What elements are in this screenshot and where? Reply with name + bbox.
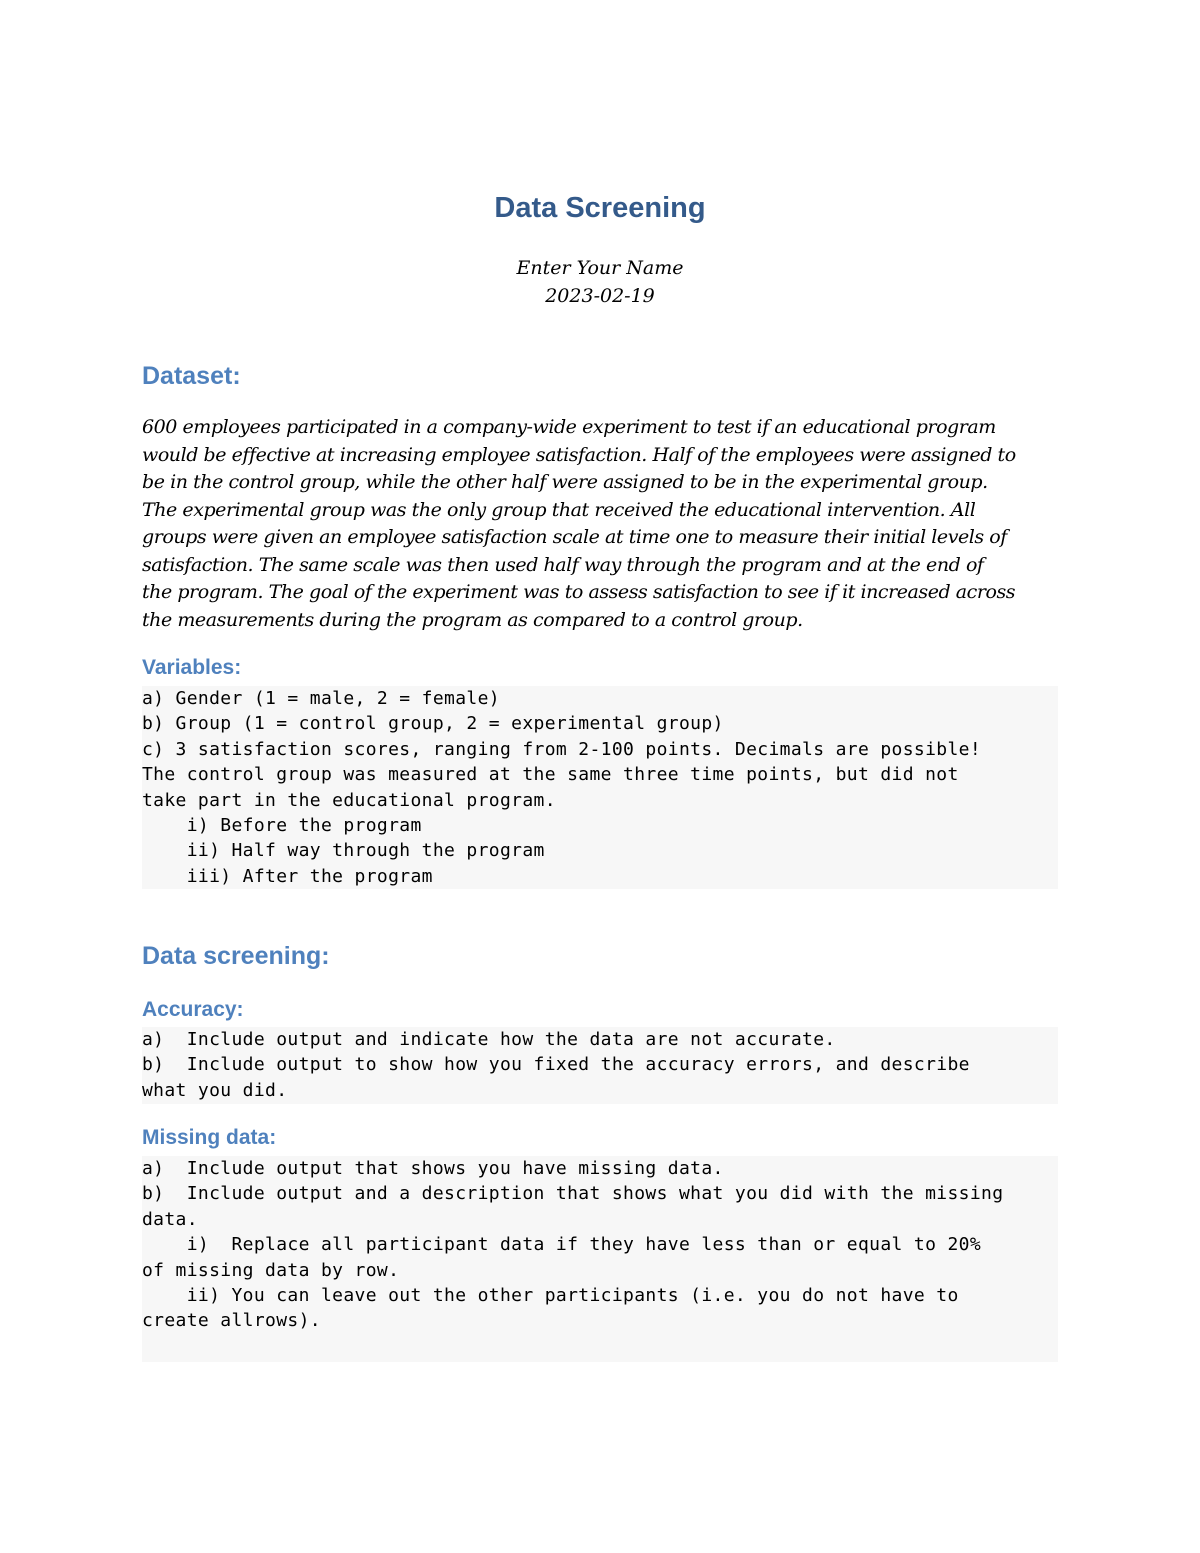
dataset-line: satisfaction. The same scale was then used half way through the program and at the end of bbox=[142, 553, 984, 576]
code-line: The control group was measured at the same three time points, but did not bbox=[142, 764, 959, 786]
dataset-line: The experimental group was the only group that received the educational intervention. All bbox=[142, 498, 976, 521]
code-line: take part in the educational program. bbox=[142, 789, 556, 811]
missing-data-code-block bbox=[142, 1156, 1058, 1362]
dataset-heading: Dataset: bbox=[142, 362, 241, 390]
code-line: i) Before the program bbox=[142, 814, 422, 836]
dataset-line: groups were given an employee satisfaction scale at time one to measure their initial levels of bbox=[142, 526, 1007, 548]
missing-data-heading: Missing data: bbox=[142, 1126, 277, 1149]
dataset-line: the program. The goal of the experiment was to assess satisfaction to see if it increased across bbox=[142, 581, 1016, 603]
accuracy-heading: Accuracy: bbox=[142, 998, 244, 1021]
code-line: b) Include output and a description that shows what you did with the missing bbox=[142, 1183, 1004, 1205]
code-line: a) Gender (1 = male, 2 = female) bbox=[142, 688, 500, 709]
author-name: Enter Your Name bbox=[516, 257, 684, 279]
accuracy-code-block bbox=[142, 1027, 1058, 1104]
code-line: create allrows). bbox=[142, 1310, 321, 1332]
code-line: b) Group (1 = control group, 2 = experimental group) bbox=[142, 713, 724, 735]
code-line: iii) After the program bbox=[142, 865, 433, 887]
data-screening-heading: Data screening: bbox=[142, 942, 330, 970]
variables-code-block bbox=[142, 686, 1058, 889]
page-title: Data Screening bbox=[494, 192, 706, 224]
code-line: c) 3 satisfaction scores, ranging from 2-100 points. Decimals are possible! bbox=[142, 738, 982, 760]
dataset-line: be in the control group, while the other half were assigned to be in the experimental group. bbox=[142, 471, 988, 493]
code-line: ii) Half way through the program bbox=[142, 840, 545, 862]
code-line: data. bbox=[142, 1208, 198, 1230]
code-line: of missing data by row. bbox=[142, 1259, 400, 1281]
code-line: i) Replace all participant data if they have less than or equal to 20% bbox=[142, 1234, 982, 1256]
dataset-line: 600 employees participated in a company-wide experiment to test if an educational program bbox=[142, 416, 996, 438]
dataset-description bbox=[142, 414, 1058, 634]
dataset-line: would be effective at increasing employee satisfaction. Half of the employees were assigned to bbox=[142, 443, 1016, 466]
code-line: b) Include output to show how you fixed the accuracy errors, and describe bbox=[142, 1054, 970, 1076]
dataset-line: the measurements during the program as compared to a control group. bbox=[142, 608, 803, 631]
document-date: 2023-02-19 bbox=[545, 285, 655, 307]
variables-heading: Variables: bbox=[142, 656, 242, 679]
code-line: a) Include output that shows you have missing data. bbox=[142, 1158, 724, 1179]
code-line: ii) You can leave out the other participants (i.e. you do not have to bbox=[142, 1284, 959, 1306]
code-line: a) Include output and indicate how the data are not accurate. bbox=[142, 1029, 836, 1050]
code-line: what you did. bbox=[142, 1079, 288, 1101]
